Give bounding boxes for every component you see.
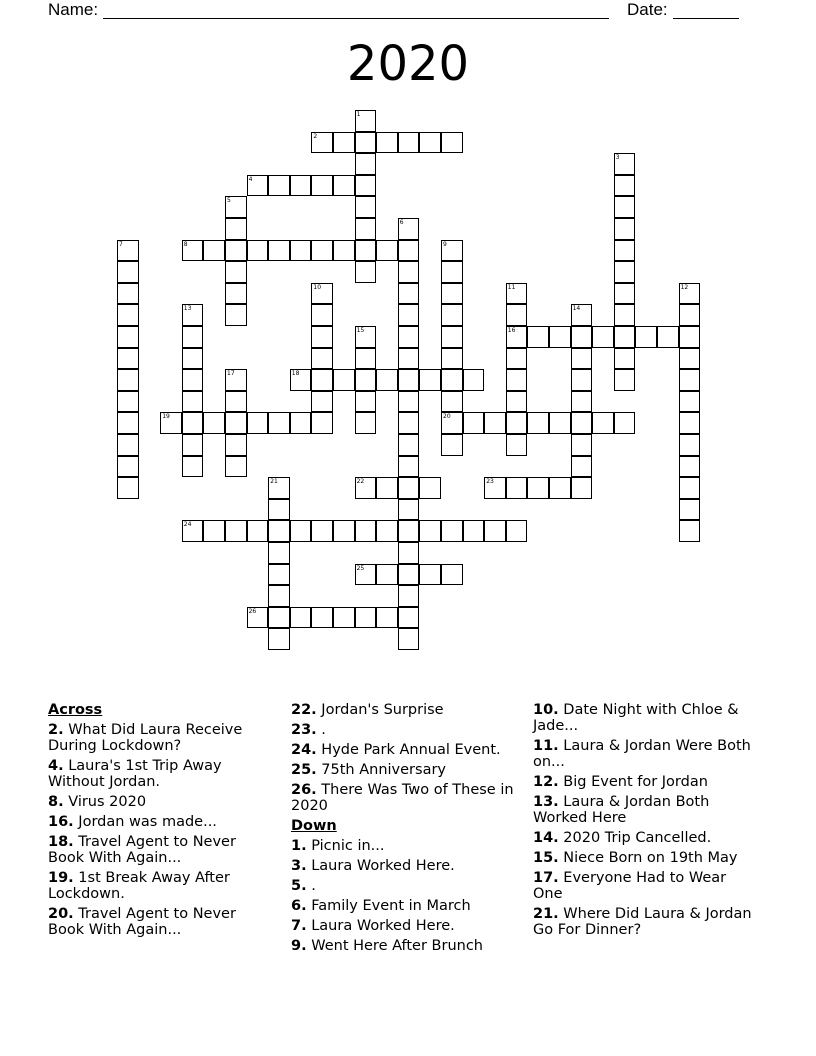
grid-cell[interactable]	[311, 412, 333, 434]
grid-cell[interactable]	[117, 348, 139, 370]
grid-cell[interactable]	[268, 520, 290, 542]
clue-text: Went Here After Brunch	[306, 938, 483, 954]
grid-cell[interactable]	[225, 218, 247, 240]
clue-item	[48, 794, 263, 810]
grid-cell[interactable]	[311, 304, 333, 326]
grid-cell[interactable]	[679, 326, 701, 348]
grid-cell[interactable]	[527, 477, 549, 499]
grid-cell[interactable]	[441, 261, 463, 283]
grid-cell[interactable]	[571, 412, 593, 434]
grid-cell[interactable]	[398, 434, 420, 456]
grid-cell[interactable]	[398, 456, 420, 478]
grid-cell[interactable]	[679, 499, 701, 521]
grid-cell[interactable]	[182, 456, 204, 478]
grid-cell[interactable]	[290, 175, 312, 197]
clue-number-label: 20	[443, 413, 451, 421]
grid-cell[interactable]	[441, 132, 463, 154]
grid-cell[interactable]	[679, 304, 701, 326]
clue-number-label: 13	[183, 305, 192, 313]
grid-cell[interactable]	[398, 477, 420, 499]
grid-cell[interactable]	[571, 456, 593, 478]
clue-number: 1.	[291, 838, 307, 854]
clue-number: 20.	[48, 906, 74, 922]
grid-cell[interactable]	[117, 261, 139, 283]
grid-cell[interactable]	[398, 628, 420, 650]
grid-cell[interactable]	[117, 326, 139, 348]
clue-text: Picnic in...	[306, 838, 385, 854]
grid-cell[interactable]	[355, 153, 377, 175]
grid-cell[interactable]	[182, 326, 204, 348]
grid-cell[interactable]	[614, 240, 636, 262]
grid-cell[interactable]	[679, 369, 701, 391]
clue-text: 2020 Trip Cancelled.	[558, 830, 712, 846]
clue-number-label: 18	[291, 370, 300, 378]
grid-cell[interactable]	[614, 326, 636, 348]
clue-number-label: 7	[119, 240, 123, 248]
grid-cell[interactable]	[117, 283, 139, 305]
clue-item	[48, 834, 263, 866]
clue-number: 22.	[291, 702, 317, 718]
clue-number: 24.	[291, 742, 317, 758]
grid-cell[interactable]	[614, 304, 636, 326]
grid-cell[interactable]	[549, 412, 571, 434]
grid-cell[interactable]	[333, 607, 355, 629]
name-label: Name:	[48, 0, 99, 19]
grid-cell[interactable]	[225, 283, 247, 305]
grid-cell[interactable]	[441, 391, 463, 413]
grid-cell[interactable]	[506, 412, 528, 434]
grid-cell[interactable]	[635, 326, 657, 348]
grid-cell[interactable]	[398, 348, 420, 370]
clue-item	[291, 898, 516, 914]
clue-text: What Did Laura Receive During Lockdown?	[48, 722, 243, 754]
grid-cell[interactable]	[247, 520, 269, 542]
grid-cell[interactable]	[657, 326, 679, 348]
clue-item	[291, 918, 516, 934]
grid-cell[interactable]	[117, 369, 139, 391]
clue-item	[533, 794, 758, 826]
grid-cell[interactable]	[333, 520, 355, 542]
grid-cell[interactable]	[117, 477, 139, 499]
grid-cell[interactable]	[441, 369, 463, 391]
grid-cell[interactable]	[614, 369, 636, 391]
clue-text: Everyone Had to Wear One	[533, 870, 727, 902]
grid-cell[interactable]	[225, 391, 247, 413]
grid-cell[interactable]	[463, 520, 485, 542]
clue-number: 13.	[533, 794, 559, 810]
grid-cell[interactable]	[355, 240, 377, 262]
across-heading: Across	[48, 702, 103, 718]
clue-number-label: 5	[227, 197, 231, 205]
clue-number-label: 24	[183, 521, 192, 529]
clue-item	[533, 850, 758, 866]
clue-item	[291, 878, 516, 894]
clue-item	[48, 814, 263, 830]
grid-cell[interactable]	[311, 348, 333, 370]
grid-cell[interactable]	[441, 434, 463, 456]
grid-cell[interactable]	[398, 412, 420, 434]
grid-cell[interactable]	[571, 477, 593, 499]
grid-cell[interactable]	[398, 520, 420, 542]
clue-number-label: 14	[572, 305, 581, 313]
clue-number-label: 4	[248, 175, 253, 183]
clue-text: Laura Worked Here.	[306, 918, 455, 934]
clue-number: 14.	[533, 830, 559, 846]
grid-cell[interactable]	[571, 391, 593, 413]
grid-cell[interactable]	[679, 477, 701, 499]
grid-cell[interactable]	[398, 499, 420, 521]
grid-cell[interactable]	[355, 369, 377, 391]
clue-text: Jordan was made...	[73, 814, 217, 830]
down-heading: Down	[291, 818, 337, 834]
clue-number-label: 25	[356, 564, 365, 572]
grid-cell[interactable]	[549, 477, 571, 499]
grid-cell[interactable]	[376, 477, 398, 499]
clue-text: Travel Agent to Never Book With Again...	[48, 906, 236, 938]
grid-cell[interactable]	[571, 434, 593, 456]
clue-number: 5.	[291, 878, 307, 894]
grid-cell[interactable]	[311, 326, 333, 348]
grid-cell[interactable]	[311, 520, 333, 542]
clue-text: 1st Break Away After Lockdown.	[48, 870, 230, 902]
clue-number: 4.	[48, 758, 64, 774]
grid-cell[interactable]	[376, 607, 398, 629]
grid-cell[interactable]	[268, 240, 290, 262]
clue-item	[533, 738, 758, 770]
clue-number: 21.	[533, 906, 559, 922]
grid-cell[interactable]	[679, 520, 701, 542]
clue-text: Family Event in March	[306, 898, 471, 914]
grid-cell[interactable]	[506, 304, 528, 326]
grid-cell[interactable]	[355, 391, 377, 413]
grid-cell[interactable]	[203, 520, 225, 542]
grid-cell[interactable]	[268, 585, 290, 607]
grid-cell[interactable]	[376, 240, 398, 262]
grid-cell[interactable]	[614, 175, 636, 197]
grid-cell[interactable]	[268, 175, 290, 197]
clue-number-label: 15	[356, 327, 365, 334]
grid-cell[interactable]	[506, 477, 528, 499]
grid-cell[interactable]	[225, 304, 247, 326]
grid-cell[interactable]	[311, 391, 333, 413]
clue-text: Jordan's Surprise	[316, 702, 444, 718]
clue-number: 12.	[533, 774, 559, 790]
grid-cell[interactable]	[290, 607, 312, 629]
grid-cell[interactable]	[527, 412, 549, 434]
grid-cell[interactable]	[225, 412, 247, 434]
clue-number: 9.	[291, 938, 307, 954]
clue-item	[533, 830, 758, 846]
grid-cell[interactable]	[441, 564, 463, 586]
clue-number-label: 23	[486, 478, 494, 486]
grid-cell[interactable]	[333, 175, 355, 197]
grid-cell[interactable]	[355, 607, 377, 629]
grid-cell[interactable]	[398, 132, 420, 154]
grid-cell[interactable]	[463, 412, 485, 434]
grid-cell[interactable]	[355, 218, 377, 240]
grid-cell[interactable]	[614, 196, 636, 218]
clue-item	[533, 870, 758, 902]
clue-item	[291, 838, 516, 854]
grid-cell[interactable]	[355, 348, 377, 370]
grid-cell[interactable]	[441, 283, 463, 305]
clue-number-label: 12	[680, 283, 689, 291]
grid-cell[interactable]	[592, 326, 614, 348]
grid-cell[interactable]	[268, 607, 290, 629]
clue-item	[291, 702, 516, 718]
clue-number: 26.	[291, 782, 317, 798]
grid-cell[interactable]	[376, 132, 398, 154]
grid-cell[interactable]	[290, 240, 312, 262]
clue-number: 23.	[291, 722, 317, 738]
clue-item	[291, 938, 516, 954]
grid-cell[interactable]	[182, 391, 204, 413]
grid-cell[interactable]	[419, 564, 441, 586]
grid-cell[interactable]	[117, 412, 139, 434]
clue-number-label: 3	[615, 154, 620, 162]
grid-cell[interactable]	[398, 326, 420, 348]
clue-text: Laura's 1st Trip Away Without Jordan.	[48, 758, 222, 790]
grid-cell[interactable]	[225, 456, 247, 478]
grid-cell[interactable]	[679, 391, 701, 413]
clue-number-label: 8	[183, 240, 188, 248]
grid-cell[interactable]	[419, 477, 441, 499]
grid-cell[interactable]	[268, 628, 290, 650]
clue-number: 3.	[291, 858, 307, 874]
clue-number: 10.	[533, 702, 559, 718]
grid-cell[interactable]	[679, 456, 701, 478]
grid-cell[interactable]	[419, 520, 441, 542]
grid-cell[interactable]	[614, 348, 636, 370]
page-title: 2020	[346, 36, 470, 92]
grid-cell[interactable]	[117, 434, 139, 456]
grid-cell[interactable]	[679, 348, 701, 370]
clue-text: Where Did Laura & Jordan Go For Dinner?	[533, 906, 752, 938]
grid-cell[interactable]	[549, 326, 571, 348]
grid-cell[interactable]	[333, 240, 355, 262]
clue-text: Niece Born on 19th May	[558, 850, 738, 866]
clue-text: Big Event for Jordan	[558, 774, 708, 790]
clue-text: Travel Agent to Never Book With Again...	[48, 834, 236, 866]
clue-number-label: 11	[507, 283, 516, 291]
grid-cell[interactable]	[398, 391, 420, 413]
grid-cell[interactable]	[679, 434, 701, 456]
grid-cell[interactable]	[592, 412, 614, 434]
clue-number-label: 19	[162, 413, 170, 421]
grid-cell[interactable]	[527, 326, 549, 348]
grid-cell[interactable]	[441, 520, 463, 542]
grid-cell[interactable]	[463, 369, 485, 391]
grid-cell[interactable]	[355, 412, 377, 434]
clue-item	[48, 758, 263, 790]
grid-cell[interactable]	[441, 304, 463, 326]
grid-cell[interactable]	[506, 369, 528, 391]
grid-cell[interactable]	[506, 348, 528, 370]
grid-cell[interactable]	[419, 369, 441, 391]
grid-cell[interactable]	[484, 412, 506, 434]
clue-item	[48, 722, 263, 754]
clue-item	[48, 906, 263, 938]
clue-item	[291, 742, 516, 758]
grid-cell[interactable]	[398, 261, 420, 283]
clue-number: 18.	[48, 834, 74, 850]
grid-cell[interactable]	[571, 348, 593, 370]
grid-cell[interactable]	[182, 434, 204, 456]
grid-cell[interactable]	[225, 240, 247, 262]
grid-cell[interactable]	[117, 456, 139, 478]
clue-number-label: 10	[313, 283, 322, 291]
grid-cell[interactable]	[290, 412, 312, 434]
grid-cell[interactable]	[571, 369, 593, 391]
clue-number: 16.	[48, 814, 74, 830]
clue-item	[291, 722, 516, 738]
grid-cell[interactable]	[311, 369, 333, 391]
clue-number: 6.	[291, 898, 307, 914]
grid-cell[interactable]	[225, 261, 247, 283]
clue-number: 19.	[48, 870, 74, 886]
grid-cell[interactable]	[203, 240, 225, 262]
grid-cell[interactable]	[679, 412, 701, 434]
grid-cell[interactable]	[182, 348, 204, 370]
grid-cell[interactable]	[182, 369, 204, 391]
clue-text: Hyde Park Annual Event.	[316, 742, 501, 758]
clue-item	[48, 870, 263, 902]
grid-cell[interactable]	[376, 369, 398, 391]
grid-cell[interactable]	[398, 585, 420, 607]
clue-number: 8.	[48, 794, 64, 810]
clues-column-2	[291, 702, 516, 958]
grid-cell[interactable]	[419, 132, 441, 154]
grid-cell[interactable]	[398, 283, 420, 305]
grid-cell[interactable]	[117, 391, 139, 413]
grid-cell[interactable]	[398, 304, 420, 326]
clue-text: Laura & Jordan Were Both on...	[533, 738, 751, 770]
clue-number-label: 6	[399, 219, 404, 226]
grid-cell[interactable]	[441, 348, 463, 370]
grid-cell[interactable]	[506, 434, 528, 456]
grid-cell[interactable]	[355, 520, 377, 542]
clue-text: Laura Worked Here.	[306, 858, 455, 874]
clue-number: 15.	[533, 850, 559, 866]
clue-text: .	[306, 878, 316, 894]
grid-cell[interactable]	[355, 132, 377, 154]
clue-number: 7.	[291, 918, 307, 934]
grid-cell[interactable]	[398, 240, 420, 262]
grid-cell[interactable]	[268, 499, 290, 521]
clue-item	[291, 762, 516, 778]
grid-cell[interactable]	[203, 412, 225, 434]
clue-number-label: 2	[313, 132, 318, 140]
grid-cell[interactable]	[398, 542, 420, 564]
clues-column-3	[533, 702, 758, 942]
clue-number-label: 9	[443, 240, 447, 248]
grid-cell[interactable]	[355, 261, 377, 283]
grid-cell[interactable]	[376, 564, 398, 586]
grid-cell[interactable]	[117, 304, 139, 326]
grid-cell[interactable]	[268, 412, 290, 434]
grid-cell[interactable]	[398, 369, 420, 391]
grid-cell[interactable]	[268, 542, 290, 564]
clue-number-label: 1	[356, 111, 361, 118]
grid-cell[interactable]	[506, 391, 528, 413]
grid-cell[interactable]	[398, 607, 420, 629]
clue-number: 17.	[533, 870, 559, 886]
clue-item	[291, 858, 516, 874]
grid-cell[interactable]	[355, 196, 377, 218]
grid-cell[interactable]	[182, 412, 204, 434]
clue-item	[533, 906, 758, 938]
grid-cell[interactable]	[225, 434, 247, 456]
grid-cell[interactable]	[247, 412, 269, 434]
grid-cell[interactable]	[614, 218, 636, 240]
grid-cell[interactable]	[441, 326, 463, 348]
grid-cell[interactable]	[333, 132, 355, 154]
grid-cell[interactable]	[225, 520, 247, 542]
grid-cell[interactable]	[506, 520, 528, 542]
clue-number-label: 16	[507, 327, 516, 334]
clue-number: 2.	[48, 722, 64, 738]
clue-text: 75th Anniversary	[316, 762, 447, 778]
grid-cell[interactable]	[571, 326, 593, 348]
grid-cell[interactable]	[614, 412, 636, 434]
clue-text: Virus 2020	[63, 794, 147, 810]
clue-number-label: 22	[356, 478, 365, 486]
clues-column-1	[48, 702, 263, 942]
clue-number: 11.	[533, 738, 559, 754]
date-label: Date:	[627, 0, 668, 19]
grid-cell[interactable]	[333, 369, 355, 391]
grid-cell[interactable]	[290, 520, 312, 542]
grid-cell[interactable]	[376, 520, 398, 542]
clue-text: There Was Two of These in 2020	[291, 782, 514, 814]
grid-cell[interactable]	[614, 261, 636, 283]
clue-number-label: 21	[270, 478, 278, 486]
clue-number: 25.	[291, 762, 317, 778]
grid-cell[interactable]	[311, 175, 333, 197]
clue-number-label: 17	[227, 370, 235, 378]
grid-cell[interactable]	[614, 283, 636, 305]
clue-text: .	[316, 722, 326, 738]
clue-text: Laura & Jordan Both Worked Here	[533, 794, 710, 826]
grid-cell[interactable]	[247, 240, 269, 262]
grid-cell[interactable]	[311, 240, 333, 262]
clue-number-label: 26	[248, 607, 257, 615]
clue-text: Date Night with Chloe & Jade...	[533, 702, 739, 734]
clue-item	[533, 774, 758, 790]
grid-cell[interactable]	[484, 520, 506, 542]
clue-item	[533, 702, 758, 734]
grid-cell[interactable]	[311, 607, 333, 629]
grid-cell[interactable]	[268, 564, 290, 586]
grid-cell[interactable]	[398, 564, 420, 586]
clue-item	[291, 782, 516, 814]
grid-cell[interactable]	[355, 175, 377, 197]
